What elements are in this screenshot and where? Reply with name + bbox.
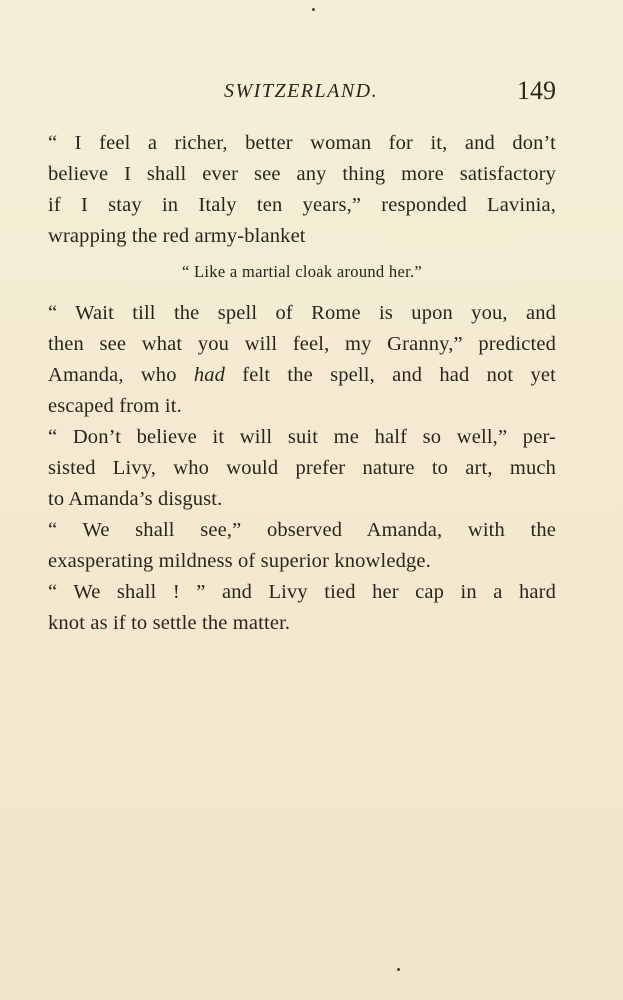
body-text bbox=[48, 128, 556, 639]
italic-word: had bbox=[193, 364, 226, 386]
page-number: 149 bbox=[517, 76, 556, 105]
paragraph-4 bbox=[48, 515, 556, 577]
text-line: escaped from it. bbox=[48, 395, 182, 417]
ink-speck bbox=[397, 968, 400, 971]
text-line: “ I feel a richer, better woman for it, and don’t bbox=[48, 132, 556, 154]
text-line-part: Amanda, who bbox=[48, 364, 194, 386]
running-head-title: SWITZERLAND. bbox=[224, 80, 379, 102]
text-line: “ Wait till the spell of Rome is upon you, and bbox=[48, 302, 556, 324]
text-line: then see what you will feel, my Granny,” predicted bbox=[48, 333, 556, 355]
text-line: exasperating mildness of superior knowledge. bbox=[48, 550, 431, 572]
text-line: if I stay in Italy ten years,” responded Lavinia, bbox=[48, 194, 556, 216]
text-line: sisted Livy, who would prefer nature to art, much bbox=[48, 457, 556, 479]
text-line: “ Don’t believe it will suit me half so well,” per- bbox=[48, 426, 556, 448]
paragraph-1 bbox=[48, 128, 556, 252]
paragraph-2 bbox=[48, 298, 556, 422]
paragraph-3 bbox=[48, 422, 556, 515]
running-head bbox=[48, 76, 556, 112]
paragraph-5 bbox=[48, 577, 556, 639]
ink-speck bbox=[312, 8, 315, 11]
text-line: to Amanda’s disgust. bbox=[48, 488, 223, 510]
text-line: “ We shall ! ” and Livy tied her cap in a hard bbox=[48, 581, 556, 603]
text-line: wrapping the red army-blanket bbox=[48, 225, 306, 247]
block-quote: “ Like a martial cloak around her.” bbox=[181, 262, 423, 281]
text-line-part: felt the spell, and had not yet bbox=[225, 364, 556, 386]
text-line: “ We shall see,” observed Amanda, with the bbox=[48, 519, 556, 541]
text-line: believe I shall ever see any thing more satisfactory bbox=[48, 163, 556, 185]
text-line: knot as if to settle the matter. bbox=[48, 612, 291, 634]
